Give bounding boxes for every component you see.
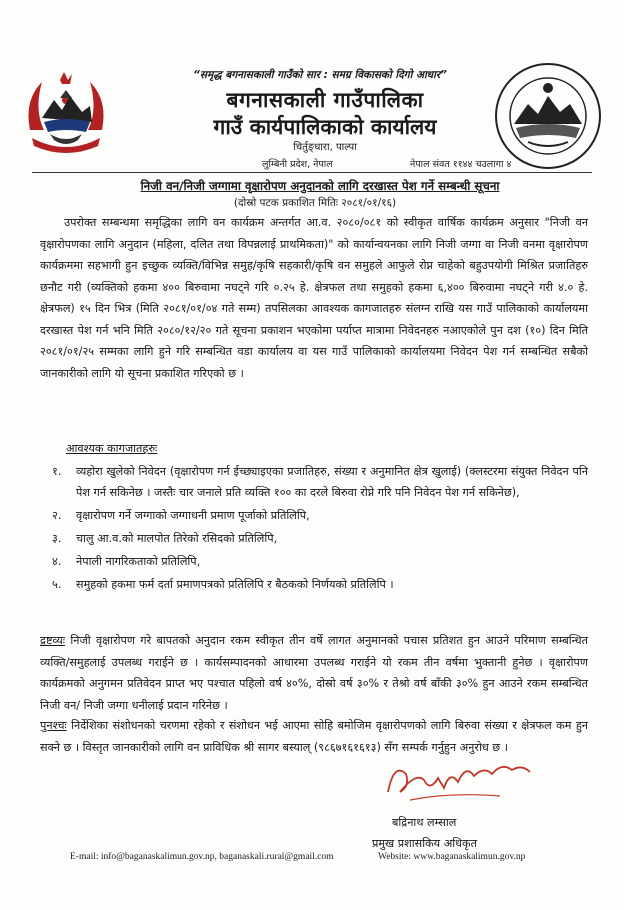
list-number: ५.	[52, 578, 62, 591]
list-text: नेपाली नागरिकताको प्रतिलिपि,	[76, 555, 201, 568]
list-text: चालु आ.व.को मालपोत तिरेको रसिदको प्रतिलिपि,	[76, 532, 278, 545]
signatory-name: बद्रिनाथ लम्साल	[392, 816, 457, 829]
list-number: ४.	[52, 555, 62, 568]
motto: “समृद्ध बगनासकाली गाउँको सार : समग्र विकासको दिगो आधार”	[193, 69, 447, 81]
office-name: गाउँ कार्यपालिकाको कार्यालय	[213, 115, 437, 139]
government-emblem	[20, 60, 112, 160]
list-item	[52, 505, 588, 526]
note-text: निजी वृक्षारोपण गरे बापतको अनुदान रकम स्वीकृत तीन वर्षे लागत अनुमानको पचास प्रतिशत हुन आउने परिमाण सम्बन्धित व्यक्ति/समुहलाई उपलब्ध गराईने छ । कार्यसम्पादनको आधारमा उपलब्ध गराईने यो रकम तीन वर्षमा भुक्तानी हुनेछ । वृक्षारोपण कार्यक्रमको अनुगमन प्रतिवेदन प्राप्त भए पश्चात पहिलो वर्ष ४०%, दोस्रो वर्ष ३०% र तेश्रो वर्ष बाँकी ३०% हुन आउने रकम सम्बन्धित निजी वन/ निजी जग्गा धनीलाई प्रदान गरिनेछ ।	[40, 634, 588, 712]
list-text: समुहको हकमा फर्म दर्ता प्रमाणपत्रको प्रतिलिपि र बैठकको निर्णयको प्रतिलिपि ।	[76, 578, 394, 591]
addendum-text: निर्देशिका संशोधनको चरणमा रहेको र संशोधन भई आएमा सोहि बमोजिम वृक्षारोपणको लागि बिरुवा संख्या र क्षेत्रफल कम हुन सक्ने छ । विस्तृत जानकारीको लागि वन प्राविधिक श्री सागर बस्याल् (९८६७१६१६१३) सँग सम्पर्क गर्नुहुन अनुरोध छ ।	[40, 719, 588, 754]
footer-website[interactable]: Website: www.baganaskalimun.gov.np	[378, 852, 526, 862]
notice-subject: निजी वन/निजी जग्गामा वृक्षारोपण अनुदानको लागि दरखास्त पेश गर्ने सम्बन्धी सूचना	[140, 179, 500, 193]
addendum-label: पुनश्चः	[40, 719, 67, 732]
note-label: द्रष्टव्यः	[40, 634, 66, 647]
nepal-sambat-date: नेपाल संवत ११४४ चउलागा ४	[410, 159, 512, 170]
list-number: ३.	[52, 532, 62, 545]
handwritten-signature	[380, 752, 540, 812]
header-divider	[32, 172, 592, 173]
docs-heading: आवश्यक कागजातहरुः	[66, 442, 158, 455]
list-item	[52, 461, 588, 503]
list-text: वृक्षारोपण गर्ने जग्गाको जग्गाधनी प्रमाण पूर्जाको प्रतिलिपि,	[76, 509, 310, 522]
publish-date: (दोस्रो पटक प्रकाशित मितिः २०८१/०१/१६)	[233, 197, 397, 209]
list-item	[52, 528, 588, 549]
notice-body: उपरोक्त सम्बन्धमा समृद्धिका लागि वन कार्यक्रम अन्तर्गत आ.व. २०८०/०८१ को स्वीकृत वार्षिक कार्यक्रम अनुसार "निजी वन वृक्षारोपणका लागि अनुदान (महिला, दलित तथा विपन्नलाई प्राथमिकता)" को कार्यान्वयनका लागि निजी जग्गा वा निजी वनमा वृक्षारोपण कार्यक्रममा सहभागी हुन इच्छुक व्यक्ति/विभिन्न समुह/कृषि सहकारी/कृषि वन समुहले आफुले रोप्न चाहेको बहुउपयोगी मिश्रित प्रजातिहरु छनौट गरी (व्यक्तिको हकमा ४०० बिरुवामा नघट्ने गरि ०.२५ हे. क्षेत्रफल तथा समुहको हकमा ६,४०० बिरुवामा नघट्ने गरी ४.० हे. क्षेत्रफल) १५ दिन भित्र (मिति २०८१/०१/०४ गते सम्म) तपसिलका आवश्यक कागजातहरु संलग्न राखि यस गाउँ पालिकाको कार्यालयमा दरखास्त पेश गर्न भनि मिति २०८०/१२/२० गते सूचना प्रकाशन भएकोमा पर्याप्त मात्रामा निवेदनहरु नआएकोले पुन दश (१०) दिन मिति २०८१/०१/२५ सम्मका लागि हुने गरि सम्बन्धित वडा कार्यालय वा यस गाउँ पालिकाको कार्यालयमा निवेदन पेश गर्न सम्बन्धित सबैको जानकारीको लागि यो सूचना प्रकाशित गरिएको छ ।	[40, 216, 588, 380]
province: लुम्बिनी प्रदेश, नेपाल	[262, 159, 333, 170]
municipality-logo	[492, 60, 604, 172]
org-name: बगनासकाली गाउँपालिका	[226, 88, 424, 112]
list-item	[52, 551, 588, 572]
list-number: २.	[52, 509, 62, 522]
list-number: १.	[52, 465, 62, 478]
docs-list	[52, 461, 588, 597]
footer-email[interactable]: E-mail: info@baganaskalimun.gov.np, baganaskali.rural@gmail.com	[70, 852, 334, 862]
note-paragraph	[40, 630, 588, 716]
address: चिर्तुङ्धारा, पाल्पा	[293, 142, 357, 153]
list-text: व्यहोरा खुलेको निवेदन (वृक्षारोपण गर्न ईच्छ्याइएका प्रजातिहरु, संख्या र अनुमानित क्षेत्र खुलाई) (क्लस्टरमा संयुक्त निवेदन पनि पेश गर्न सकिनेछ । जस्तैः चार जनाले प्रति व्यक्ति १०० का दरले बिरुवा रोप्ने गरि पनि निवेदन पेश गर्न सकिनेछ),	[76, 465, 588, 499]
signatory-title: प्रमुख प्रशासकिय अधिकृत	[372, 837, 478, 850]
list-item	[52, 574, 588, 595]
